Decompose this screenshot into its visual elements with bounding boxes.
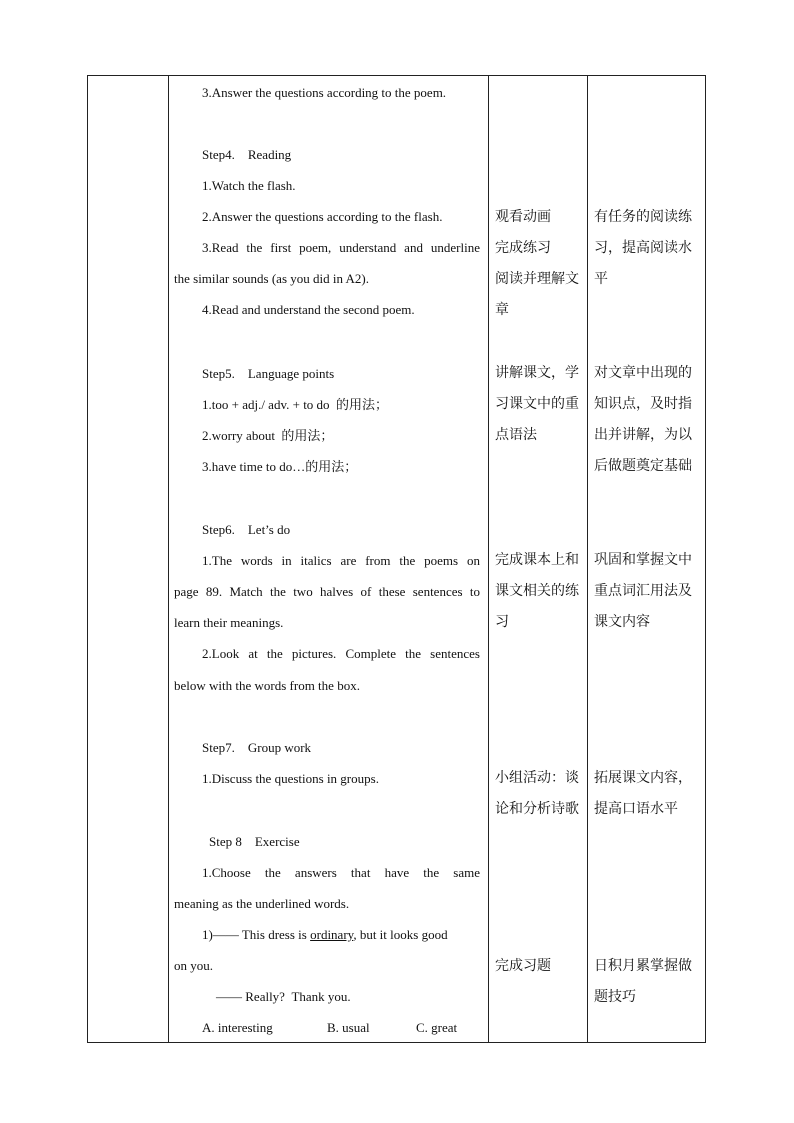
design-intent-step6-line2: 重点词汇用法及	[594, 583, 692, 599]
design-intent-step4-line1: 有任务的阅读练	[594, 209, 692, 225]
step4-item-1: 1.Watch the flash.	[202, 178, 296, 193]
student-activity-step4-line4: 章	[495, 302, 509, 318]
step8-item-1-line2: meaning as the underlined words.	[174, 896, 350, 911]
underlined-word: ordinary	[310, 927, 354, 942]
step6-item-2-line2: below with the words from the box.	[174, 678, 360, 693]
step4-item-3-line2: the similar sounds (as you did in A2).	[174, 271, 369, 286]
design-intent-step4-line3: 平	[594, 271, 608, 287]
design-intent-step7-line1: 拓展课文内容，	[594, 770, 692, 786]
exercise-question-1	[202, 926, 448, 944]
student-activity-step4-line1: 观看动画	[495, 209, 551, 225]
step5-item-3: 3.have time to do…的用法；	[202, 459, 358, 474]
student-activity-step7-line1: 小组活动：谈	[495, 770, 579, 786]
design-intent-step5-line1: 对文章中出现的	[594, 365, 692, 381]
design-intent-step5-line3: 出并讲解，为以	[594, 427, 692, 443]
step6-item-1-line2: page 89. Match the two halves of these sentences to	[174, 584, 480, 599]
column-divider-3	[587, 76, 588, 1042]
step8-item-1-line1: 1.Choose the answers that have the same	[202, 865, 480, 880]
design-intent-step5-line4: 后做题奠定基础	[594, 458, 692, 474]
step4-item-3-line1: 3.Read the first poem, understand and underline	[202, 240, 480, 255]
design-intent-step8-line2: 题技巧	[594, 989, 636, 1005]
step5-item-1: 1.too + adj./ adv. + to do 的用法；	[202, 397, 389, 412]
design-intent-step8-line1: 日积月累掌握做	[594, 958, 692, 974]
step7-title: Step7. Group work	[202, 740, 312, 755]
step3-item-3: 3.Answer the questions according to the poem.	[202, 85, 447, 100]
student-activity-step6-line3: 习	[495, 614, 509, 630]
column-divider-2	[488, 76, 489, 1042]
design-intent-step6-line3: 课文内容	[594, 614, 650, 630]
option-c: C. great	[416, 1020, 458, 1035]
exercise-question-1-reply: —— Really? Thank you.	[216, 989, 351, 1004]
step5-item-2: 2.worry about 的用法；	[202, 428, 334, 443]
question-1-text-before: 1)—— This dress is	[202, 927, 311, 942]
student-activity-step6-line1: 完成课本上和	[495, 552, 579, 568]
student-activity-step5-line3: 点语法	[495, 427, 537, 443]
design-intent-step4-line2: 习，提高阅读水	[594, 240, 692, 256]
exercise-question-1-line2: on you.	[174, 958, 213, 973]
step6-title: Step6. Let’s do	[202, 522, 291, 537]
student-activity-step5-line2: 习课文中的重	[495, 396, 579, 412]
step7-item-1: 1.Discuss the questions in groups.	[202, 771, 379, 786]
step8-title: Step 8 Exercise	[209, 834, 300, 849]
step4-item-4: 4.Read and understand the second poem.	[202, 302, 415, 317]
step6-item-2-line1: 2.Look at the pictures. Complete the sentences	[202, 646, 480, 661]
step6-item-1-line3: learn their meanings.	[174, 615, 284, 630]
student-activity-step4-line2: 完成练习	[495, 240, 551, 256]
step6-item-1-line1: 1.The words in italics are from the poems on	[202, 553, 480, 568]
option-b: B. usual	[327, 1020, 370, 1035]
design-intent-step7-line2: 提高口语水平	[594, 801, 678, 817]
student-activity-step6-line2: 课文相关的练	[495, 583, 579, 599]
student-activity-step5-line1: 讲解课文，学	[495, 365, 579, 381]
step4-title: Step4. Reading	[202, 147, 292, 162]
step4-item-2: 2.Answer the questions according to the flash.	[202, 209, 443, 224]
column-divider-1	[168, 76, 169, 1042]
option-a: A. interesting	[202, 1020, 273, 1035]
question-1-text-after: , but it looks good	[353, 927, 448, 942]
design-intent-step6-line1: 巩固和掌握文中	[594, 552, 692, 568]
step5-title: Step5. Language points	[202, 366, 335, 381]
student-activity-step8-line1: 完成习题	[495, 958, 551, 974]
student-activity-step7-line2: 论和分析诗歌	[495, 801, 579, 817]
student-activity-step4-line3: 阅读并理解文	[495, 271, 579, 287]
design-intent-step5-line2: 知识点，及时指	[594, 396, 692, 412]
